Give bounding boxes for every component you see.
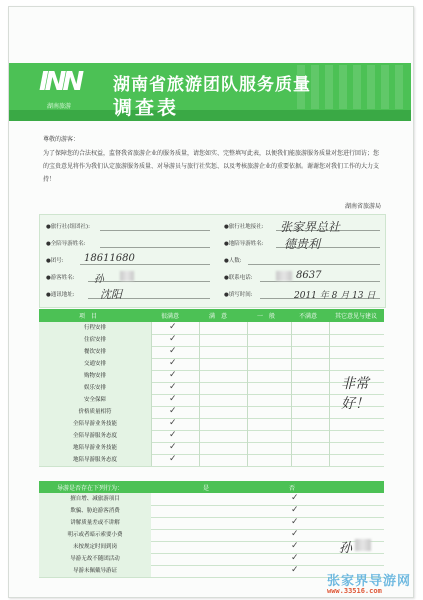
field-agency[interactable] <box>100 230 210 231</box>
check-mark[interactable]: ✓ <box>169 334 177 344</box>
rating-item-label: 地陪导游服务态度 <box>39 454 151 466</box>
check-mark[interactable]: ✓ <box>291 565 299 575</box>
field-label-local-guide: ●地陪导游姓名: <box>224 241 264 247</box>
field-tour-guide[interactable] <box>100 247 210 248</box>
site-url: www.33516.com <box>327 587 382 595</box>
visitor-name-value: 孙 <box>94 274 104 285</box>
col-divider <box>329 322 330 466</box>
intro-paragraph: 为了保障您的合法权益，监督我省旅游企业的服务质量，请您如实、完整填写此表，以便我们能旅游服务质量对您进行回访；您的宝贵意见将作为我们认定旅游服务质量、对导游员与旅行社奖惩、以及考核旅游企业的重要依据。谢谢您对我们工作的大力支持！ <box>43 150 380 183</box>
rating-item-label: 行程安排 <box>39 322 151 334</box>
check-mark[interactable]: ✓ <box>291 517 299 527</box>
rating-item-label: 价格质量相符 <box>39 406 151 418</box>
guide-item-label: 导游无故不随团活动 <box>39 553 151 565</box>
rating-row <box>39 454 384 467</box>
col-very-satisfied: 很满意 <box>161 313 180 320</box>
field-label-local-agency: ●旅行社地接社: <box>224 224 264 230</box>
form-title: 湖南省旅游团队服务质量 <box>113 75 311 95</box>
group-no-value: 18611680 <box>84 253 135 264</box>
guide-item-label: 欺骗、胁迫游客消费 <box>39 505 151 517</box>
check-mark[interactable]: ✓ <box>169 442 177 452</box>
redacted-name <box>120 271 134 281</box>
check-mark[interactable]: ✓ <box>169 322 177 332</box>
check-mark[interactable]: ✓ <box>291 493 299 503</box>
address-value: 沈阳 <box>100 288 122 301</box>
guide-header <box>39 481 384 493</box>
guide-question: 导游是否存在下列行为： <box>57 485 124 492</box>
col-divider <box>247 322 248 466</box>
redacted-signature <box>355 539 371 551</box>
comment-text: 非常好！ <box>341 376 369 412</box>
rating-item-label: 地陪导游业务技能 <box>39 442 151 454</box>
issuer: 湖南省旅游局 <box>344 203 381 210</box>
col-satisfied: 满 意 <box>209 313 228 320</box>
logo-caption: 湖南旅游 <box>47 103 72 110</box>
guide-item-label: 擅自增、减旅游项目 <box>39 493 151 505</box>
local-agency-value: 张家界总社 <box>280 220 341 234</box>
check-mark[interactable]: ✓ <box>169 406 177 416</box>
field-label-tour-guide: ●全陪导游姓名: <box>46 241 86 247</box>
guide-col-no: 否 <box>289 485 296 492</box>
field-label-address: ●通讯地址: <box>46 292 75 298</box>
check-mark[interactable]: ✓ <box>169 346 177 356</box>
redacted-phone <box>276 271 292 281</box>
rating-item-label: 购物安排 <box>39 370 151 382</box>
col-average: 一 般 <box>257 313 276 320</box>
rating-header <box>39 309 384 322</box>
rating-item-label: 全陪导游业务技能 <box>39 418 151 430</box>
check-mark[interactable]: ✓ <box>291 553 299 563</box>
check-mark[interactable]: ✓ <box>169 382 177 392</box>
field-label-headcount: ●人数: <box>224 258 242 264</box>
field-phone[interactable] <box>260 281 380 282</box>
check-mark[interactable]: ✓ <box>169 454 177 464</box>
header-pattern <box>297 65 407 109</box>
check-mark[interactable]: ✓ <box>291 529 299 539</box>
guide-item-label: 导游未佩戴导游证 <box>39 565 151 577</box>
rating-item-label: 交通安排 <box>39 358 151 370</box>
field-visitor-name[interactable] <box>88 281 210 282</box>
field-label-visitor-name: ●游客姓名: <box>46 275 75 281</box>
rating-item-label: 餐饮安排 <box>39 346 151 358</box>
tourism-logo <box>37 67 93 115</box>
field-label-phone: ●联系电话: <box>224 275 253 281</box>
date-value: 2011 年 8 月 13 日 <box>294 291 376 301</box>
field-label-agency: ●旅行社(组团社): <box>46 224 90 230</box>
phone-value: 8637 <box>296 270 322 281</box>
rating-item-label: 全陪导游服务态度 <box>39 430 151 442</box>
survey-sheet <box>8 6 414 598</box>
col-divider <box>291 322 292 466</box>
guide-item-label: 讲解质量差或不讲解 <box>39 517 151 529</box>
check-mark[interactable]: ✓ <box>291 505 299 515</box>
field-label-date: ●填写时间: <box>224 292 253 298</box>
form-subtitle: 调查表 <box>113 97 180 119</box>
check-mark[interactable]: ✓ <box>169 430 177 440</box>
signature: 孙 <box>339 541 353 556</box>
field-group-no[interactable] <box>80 264 210 265</box>
salutation: 尊敬的游客： <box>43 136 80 143</box>
col-divider <box>151 322 152 466</box>
check-mark[interactable]: ✓ <box>169 418 177 428</box>
check-mark[interactable]: ✓ <box>169 394 177 404</box>
field-headcount[interactable] <box>248 264 380 265</box>
logo-mark: INN <box>39 67 81 97</box>
col-unsatisfied: 不满意 <box>299 313 318 320</box>
rating-item-label: 住宿安排 <box>39 334 151 346</box>
check-mark[interactable]: ✓ <box>169 370 177 380</box>
rating-item-label: 娱乐安排 <box>39 382 151 394</box>
guide-col-yes: 是 <box>203 485 210 492</box>
guide-item-label: 明示或者暗示索要小费 <box>39 529 151 541</box>
check-mark[interactable]: ✓ <box>169 358 177 368</box>
col-divider <box>199 322 200 466</box>
check-mark[interactable]: ✓ <box>291 541 299 551</box>
rating-item-label: 安全保障 <box>39 394 151 406</box>
local-guide-value: 德贵利 <box>284 237 321 251</box>
guide-item-label: 未按规定时间到岗 <box>39 541 151 553</box>
col-comments: 其它意见与建议 <box>335 313 378 320</box>
field-label-group-no: ●团号: <box>46 258 64 264</box>
col-item: 项 目 <box>79 313 98 320</box>
info-fields <box>39 214 386 308</box>
site-watermark: 张家界导游网 <box>327 574 412 589</box>
